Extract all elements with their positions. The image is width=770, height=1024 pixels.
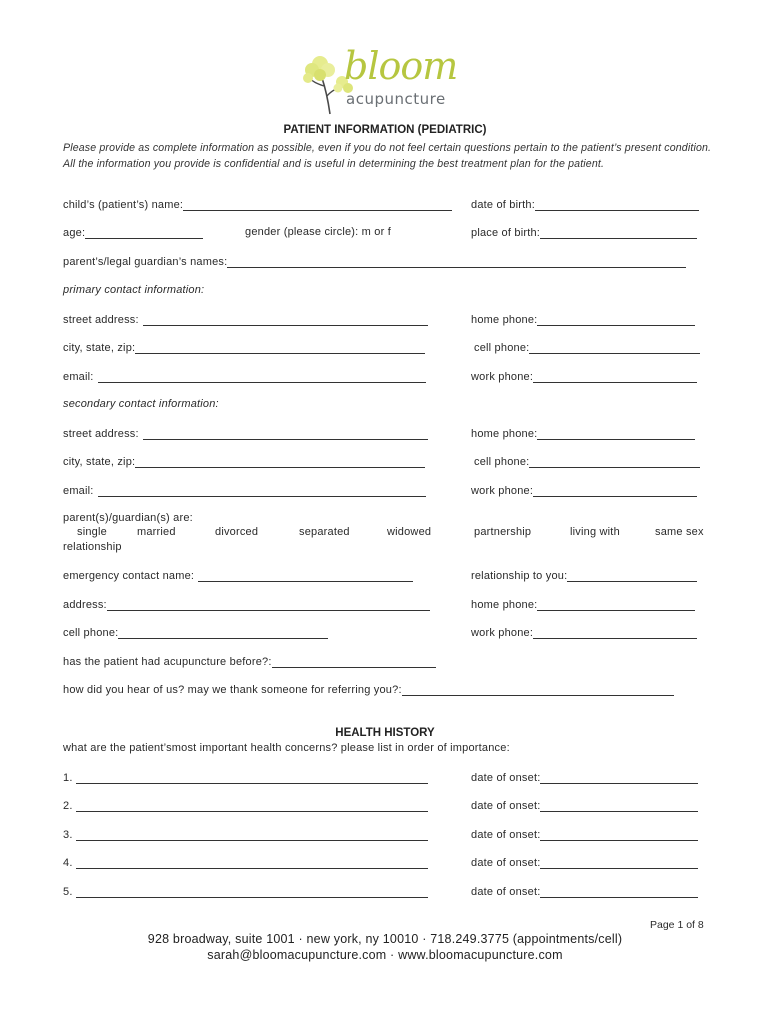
- logo-subtitle: acupuncture: [346, 90, 446, 108]
- acupuncture-before-field[interactable]: [272, 655, 436, 668]
- concern-field[interactable]: [76, 856, 428, 869]
- concern-field[interactable]: [76, 771, 428, 784]
- primary-home-field[interactable]: [537, 313, 695, 326]
- pob-label: place of birth:: [471, 227, 541, 239]
- secondary-street-row: [63, 427, 428, 440]
- emergency-address-row: [63, 598, 430, 611]
- secondary-work-row: [471, 484, 697, 497]
- footer-contact: sarah@bloomacupuncture.com · www.bloomacupuncture.com: [207, 948, 563, 962]
- page-number: Page 1 of 8: [650, 919, 704, 931]
- child-name-label: child’s (patient’s) name:: [63, 199, 184, 211]
- status-option[interactable]: married: [137, 526, 176, 538]
- age-row: [63, 226, 203, 239]
- dob-field[interactable]: [535, 198, 699, 211]
- emergency-cell-row: [63, 626, 328, 639]
- emergency-address-label: address:: [63, 599, 107, 611]
- referral-field[interactable]: [402, 683, 674, 696]
- secondary-work-label: work phone:: [471, 485, 534, 497]
- dob-row: [471, 198, 699, 211]
- primary-email-row: [63, 370, 426, 383]
- primary-cell-field[interactable]: [529, 341, 700, 354]
- secondary-email-label: email:: [63, 485, 94, 497]
- primary-city-label: city, state, zip:: [63, 342, 136, 354]
- secondary-home-label: home phone:: [471, 428, 538, 440]
- emergency-work-row: [471, 626, 697, 639]
- secondary-street-label: street address:: [63, 428, 139, 440]
- onset-label: date of onset:: [471, 886, 541, 898]
- secondary-email-row: [63, 484, 426, 497]
- status-option[interactable]: same sex: [655, 526, 704, 538]
- primary-street-label: street address:: [63, 314, 139, 326]
- onset-field[interactable]: [540, 885, 698, 898]
- onset-row: [471, 771, 698, 784]
- referral-row: [63, 683, 674, 696]
- pob-row: [471, 226, 697, 239]
- guardian-label: parent’s/legal guardian’s names:: [63, 256, 228, 268]
- concern-field[interactable]: [76, 828, 428, 841]
- status-option[interactable]: living with: [570, 526, 620, 538]
- emergency-work-field[interactable]: [533, 626, 697, 639]
- emergency-name-field[interactable]: [198, 569, 413, 582]
- primary-cell-row: [474, 341, 700, 354]
- secondary-cell-field[interactable]: [529, 455, 700, 468]
- bloom-logo: [300, 44, 470, 116]
- health-history-title: HEALTH HISTORY: [335, 727, 435, 739]
- status-option[interactable]: widowed: [387, 526, 432, 538]
- pob-field[interactable]: [540, 226, 697, 239]
- emergency-home-label: home phone:: [471, 599, 538, 611]
- emergency-name-label: emergency contact name:: [63, 570, 195, 582]
- secondary-work-field[interactable]: [533, 484, 697, 497]
- secondary-street-field[interactable]: [143, 427, 428, 440]
- primary-street-field[interactable]: [143, 313, 428, 326]
- child-name-row: [63, 198, 452, 211]
- health-prompt: what are the patient’smost important health concerns? please list in order of importance:: [63, 742, 510, 754]
- concern-row: [63, 771, 428, 784]
- concern-field[interactable]: [76, 799, 428, 812]
- status-option[interactable]: divorced: [215, 526, 259, 538]
- onset-field[interactable]: [540, 856, 698, 869]
- status-wrap-text: relationship: [63, 541, 122, 553]
- concern-number: 5.: [63, 886, 73, 898]
- status-heading: parent(s)/guardian(s) are:: [63, 512, 193, 524]
- secondary-cell-row: [474, 455, 700, 468]
- status-option[interactable]: partnership: [474, 526, 532, 538]
- gender-label[interactable]: gender (please circle): m or f: [245, 226, 391, 238]
- primary-city-row: [63, 341, 425, 354]
- concern-number: 3.: [63, 829, 73, 841]
- onset-field[interactable]: [540, 799, 698, 812]
- footer-address: 928 broadway, suite 1001 · new york, ny 10010 · 718.249.3775 (appointments/cell): [147, 932, 623, 946]
- acupuncture-before-row: [63, 655, 436, 668]
- concern-field[interactable]: [76, 885, 428, 898]
- concern-row: [63, 885, 428, 898]
- acupuncture-before-label: has the patient had acupuncture before?:: [63, 656, 272, 668]
- logo-wordmark: bloom: [344, 44, 458, 88]
- onset-row: [471, 828, 698, 841]
- guardian-field[interactable]: [227, 255, 686, 268]
- primary-home-row: [471, 313, 695, 326]
- onset-label: date of onset:: [471, 857, 541, 869]
- age-label: age:: [63, 227, 86, 239]
- relationship-row: [471, 569, 697, 582]
- primary-street-row: [63, 313, 428, 326]
- onset-label: date of onset:: [471, 800, 541, 812]
- secondary-home-field[interactable]: [537, 427, 695, 440]
- onset-label: date of onset:: [471, 829, 541, 841]
- emergency-cell-field[interactable]: [118, 626, 328, 639]
- page-title: PATIENT INFORMATION (PEDIATRIC): [283, 124, 487, 136]
- secondary-city-label: city, state, zip:: [63, 456, 136, 468]
- onset-field[interactable]: [540, 828, 698, 841]
- child-name-field[interactable]: [183, 198, 452, 211]
- concern-row: [63, 799, 428, 812]
- emergency-home-row: [471, 598, 695, 611]
- concern-number: 1.: [63, 772, 73, 784]
- emergency-address-field[interactable]: [107, 598, 430, 611]
- onset-row: [471, 799, 698, 812]
- referral-label: how did you hear of us? may we thank someone for referring you?:: [63, 684, 402, 696]
- secondary-cell-label: cell phone:: [474, 456, 530, 468]
- emergency-cell-label: cell phone:: [63, 627, 119, 639]
- dob-label: date of birth:: [471, 199, 535, 211]
- primary-email-label: email:: [63, 371, 94, 383]
- primary-home-label: home phone:: [471, 314, 538, 326]
- onset-field[interactable]: [540, 771, 698, 784]
- concern-number: 2.: [63, 800, 73, 812]
- secondary-city-field[interactable]: [135, 455, 425, 468]
- primary-work-label: work phone:: [471, 371, 534, 383]
- primary-email-field[interactable]: [98, 370, 426, 383]
- relationship-field[interactable]: [567, 569, 697, 582]
- secondary-home-row: [471, 427, 695, 440]
- primary-city-field[interactable]: [135, 341, 425, 354]
- relationship-label: relationship to you:: [471, 570, 568, 582]
- secondary-city-row: [63, 455, 425, 468]
- onset-row: [471, 885, 698, 898]
- age-field[interactable]: [85, 226, 203, 239]
- primary-work-row: [471, 370, 697, 383]
- intro-text: Please provide as complete information as possible, even if you do not feel certain questions pertain to the patient’s present condition. All the information you provide is confidential and is useful in determining the best treatment plan for the patient.: [63, 142, 712, 170]
- primary-heading: primary contact information:: [63, 284, 205, 296]
- onset-label: date of onset:: [471, 772, 541, 784]
- guardian-row: [63, 255, 686, 268]
- primary-cell-label: cell phone:: [474, 342, 530, 354]
- status-option[interactable]: separated: [299, 526, 350, 538]
- emergency-home-field[interactable]: [537, 598, 695, 611]
- emergency-work-label: work phone:: [471, 627, 534, 639]
- concern-row: [63, 828, 428, 841]
- secondary-heading: secondary contact information:: [63, 398, 219, 410]
- emergency-name-row: [63, 569, 413, 582]
- primary-work-field[interactable]: [533, 370, 697, 383]
- onset-row: [471, 856, 698, 869]
- status-option[interactable]: single: [77, 526, 107, 538]
- secondary-email-field[interactable]: [98, 484, 426, 497]
- concern-row: [63, 856, 428, 869]
- concern-number: 4.: [63, 857, 73, 869]
